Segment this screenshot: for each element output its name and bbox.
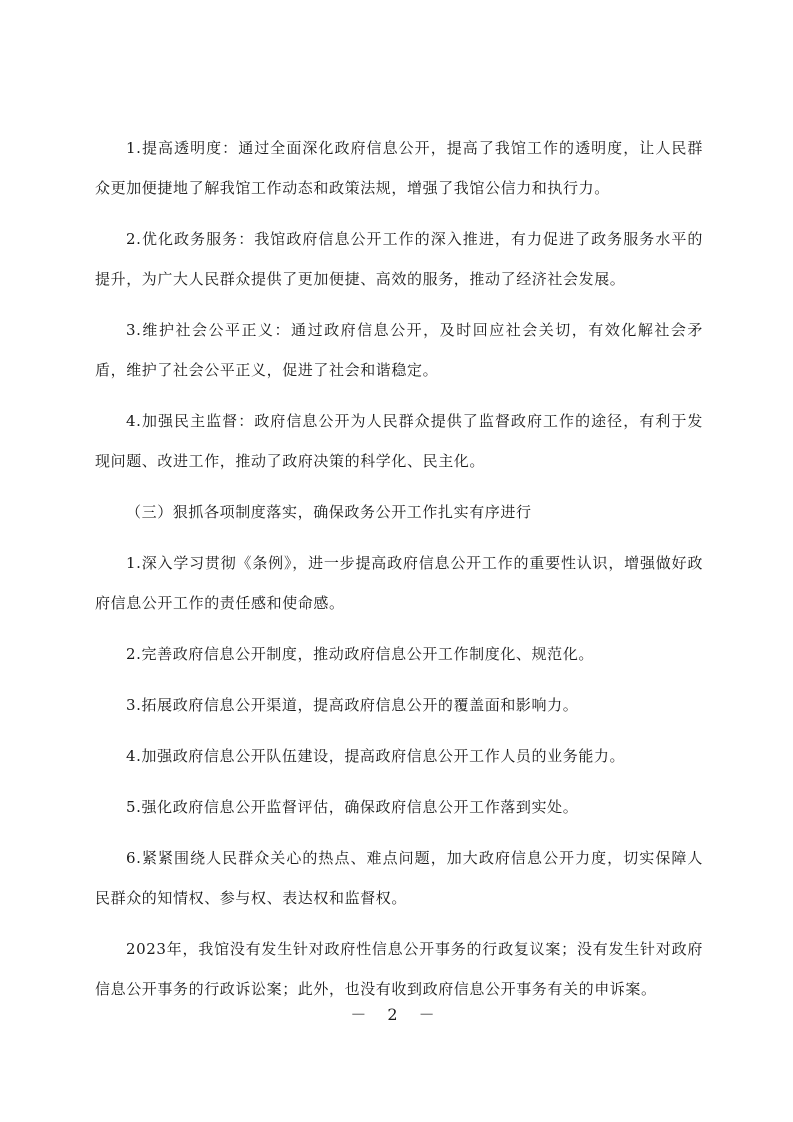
paragraph-cases-2023: 2023年，我馆没有发生针对政府性信息公开事务的行政复议案；没有发生针对政府信息公开事务的行政诉讼案；此外，也没有收到政府信息公开事务有关的申诉案。 <box>95 940 703 998</box>
paragraph-evaluation: 5.强化政府信息公开监督评估，确保政府信息公开工作落到实处。 <box>126 798 579 816</box>
document-body <box>95 128 703 1020</box>
paragraph-justice: 3.维护社会公平正义：通过政府信息公开，及时回应社会关切，有效化解社会矛盾，维护了社会公平正义，促进了社会和谐稳定。 <box>95 321 703 379</box>
paragraph-rights: 6.紧紧围绕人民群众关心的热点、难点问题，加大政府信息公开力度，切实保障人民群众的知情权、参与权、表达权和监督权。 <box>95 849 703 907</box>
paragraph-team: 4.加强政府信息公开队伍建设，提高政府信息公开工作人员的业务能力。 <box>126 747 626 765</box>
paragraph-study: 1.深入学习贯彻《条例》，进一步提高政府信息公开工作的重要性认识，增强做好政府信息公开工作的责任感和使命感。 <box>95 554 703 612</box>
paragraph-system: 2.完善政府信息公开制度，推动政府信息公开工作制度化、规范化。 <box>126 645 594 663</box>
paragraph-transparency: 1.提高透明度：通过全面深化政府信息公开，提高了我馆工作的透明度，让人民群众更加便捷地了解我馆工作动态和政策法规，增强了我馆公信力和执行力。 <box>95 139 703 197</box>
paragraph-supervision: 4.加强民主监督：政府信息公开为人民群众提供了监督政府工作的途径，有利于发现问题、改进工作，推动了政府决策的科学化、民主化。 <box>95 412 703 470</box>
page-number: － 2 － <box>350 1005 443 1024</box>
paragraph-channels: 3.拓展政府信息公开渠道，提高政府信息公开的覆盖面和影响力。 <box>126 696 579 714</box>
paragraph-service: 2.优化政务服务：我馆政府信息公开工作的深入推进，有力促进了政务服务水平的提升，为广大人民群众提供了更加便捷、高效的服务，推动了经济社会发展。 <box>95 230 703 288</box>
section-heading: （三）狠抓各项制度落实，确保政务公开工作扎实有序进行 <box>126 503 532 521</box>
